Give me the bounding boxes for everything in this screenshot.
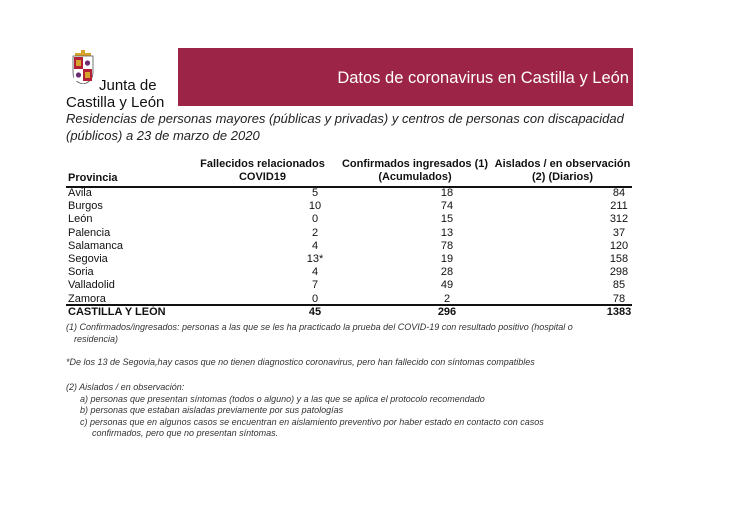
cell-confirmados: 13 [440,226,454,239]
header-aislados [490,158,635,184]
header-confirmados [340,158,490,184]
cell-fallecidos: 5 [311,187,319,199]
footnote-aislados-c1: c) personas que en algunos casos se encuentran en aislamiento preventivo por haber estado en contacto con casos [80,416,544,427]
table-row [66,240,632,253]
table-row [66,213,632,226]
cell-aislados: 312 [609,213,629,226]
table-total-row [66,306,632,320]
logo-text-line1: Junta de [99,77,157,94]
logo-text-line2: Castilla y León [66,94,165,111]
cell-confirmados: 18 [440,187,454,199]
cell-aislados: 120 [609,239,629,252]
total-aislados: 1383 [606,306,632,318]
cell-aislados: 78 [612,292,626,305]
header-fallecidos-line1: Fallecidos relacionados [200,158,325,170]
footnote-aislados-c2: confirmados, pero que no presentan síntomas. [92,428,279,438]
cell-provincia: Zamora [68,292,106,305]
table-row [66,253,632,266]
cell-fallecidos: 10 [308,200,322,213]
footnote-confirmados-line2: residencia) [74,333,119,344]
table-row [66,266,632,279]
cell-confirmados: 74 [440,200,454,213]
cell-aislados: 298 [609,266,629,279]
footnote-aislados-a: a) personas que presentan síntomas (todos o alguno) y a las que se aplica el protocolo recomendado [80,393,485,404]
total-provincia: CASTILLA Y LEÓN [68,306,166,318]
cell-provincia: Soria [68,266,94,279]
header-fallecidos [200,158,325,184]
cell-provincia: Salamanca [68,239,124,252]
total-confirmados: 296 [437,306,457,318]
table-row [66,200,632,213]
cell-confirmados: 15 [440,213,454,226]
header-fallecidos-line2: COVID19 [238,171,287,183]
title-banner [178,48,633,106]
table-body [66,187,632,306]
table-row [66,227,632,240]
cell-confirmados: 19 [440,252,454,265]
footnote-aislados-title: (2) Aislados / en observación: [66,382,185,392]
cell-aislados: 84 [612,187,626,199]
cell-provincia: Segovia [68,252,108,265]
footnote-aislados [66,382,626,440]
header-provincia: Provincia [68,172,118,184]
coat-of-arms-icon [72,50,94,84]
cell-aislados: 37 [612,226,626,239]
cell-confirmados: 2 [443,292,451,305]
cell-confirmados: 28 [440,266,454,279]
cell-provincia: Ávila [68,187,92,199]
cell-provincia: León [68,213,93,226]
subtitle [66,110,646,144]
cell-fallecidos: 2 [311,226,319,239]
cell-fallecidos: 13* [306,252,324,265]
subtitle-line1: Residencias de personas mayores (públicas y privadas) y centros de personas con discapacidad [66,111,624,126]
junta-logo [66,50,176,111]
cell-provincia: Burgos [68,200,103,213]
cell-aislados: 85 [612,279,626,292]
cell-fallecidos: 7 [311,279,319,292]
cell-aislados: 211 [610,200,628,213]
cell-confirmados: 78 [440,239,454,252]
table-row [66,279,632,292]
header-aislados-line1: Aislados / en observación [494,158,631,170]
banner-title: Datos de coronavirus en Castilla y León [337,69,629,87]
cell-fallecidos: 0 [311,213,319,226]
cell-fallecidos: 4 [311,266,319,279]
header-confirmados-line2: (Acumulados) [378,171,452,183]
subtitle-line2: (públicos) a 23 de marzo de 2020 [66,128,260,143]
footnote-confirmados [66,322,626,345]
cell-provincia: Valladolid [68,279,115,292]
table-row [66,187,632,200]
footnote-confirmados-line1: (1) Confirmados/ingresados: personas a las que se les ha practicado la prueba del COVID-19 con resultado positivo (hospital o [66,322,573,332]
cell-aislados: 158 [609,252,629,265]
header-aislados-line2: (2) (Diarios) [531,171,594,183]
footnote-aislados-b: b) personas que estaban aisladas previamente por sus patologías [80,405,344,415]
footnote-segovia: *De los 13 de Segovia,hay casos que no tienen diagnostico coronavirus, pero han fallecido con síntomas compatibles [66,357,535,367]
cell-fallecidos: 0 [311,292,319,305]
cell-fallecidos: 4 [311,239,319,252]
header-confirmados-line1: Confirmados ingresados (1) [341,158,489,170]
cell-provincia: Palencia [68,226,111,239]
cell-confirmados: 49 [440,279,454,292]
total-fallecidos: 45 [308,306,322,318]
